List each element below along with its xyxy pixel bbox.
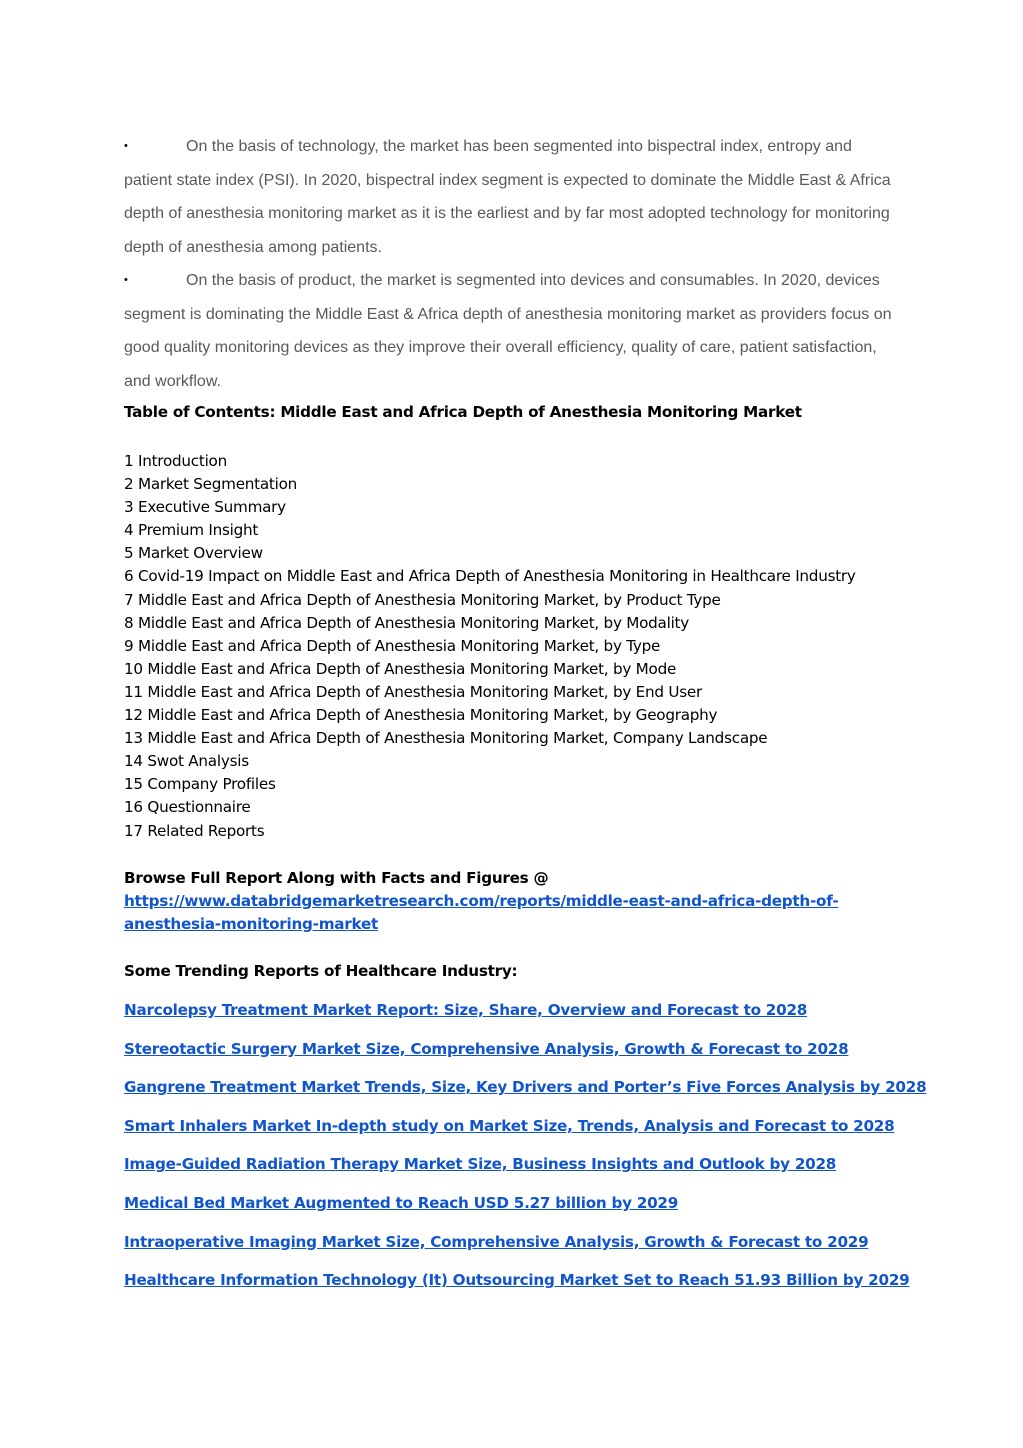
trending-report-link[interactable]: Healthcare Information Technology (It) Outsourcing Market Set to Reach 51.93 Billion by 2029: [124, 1271, 910, 1290]
bullet-dot-icon: •: [124, 140, 128, 152]
toc-item: 5 Market Overview: [124, 544, 263, 563]
trending-report-link[interactable]: Gangrene Treatment Market Trends, Size, Key Drivers and Porter’s Five Forces Analysis by 2028: [124, 1078, 927, 1097]
toc-item: 10 Middle East and Africa Depth of Anesthesia Monitoring Market, by Mode: [124, 659, 677, 678]
trending-report-link[interactable]: Intraoperative Imaging Market Size, Comprehensive Analysis, Growth & Forecast to 2029: [124, 1232, 869, 1251]
toc-item: 6 Covid-19 Impact on Middle East and Africa Depth of Anesthesia Monitoring in Healthcare Industry: [124, 567, 856, 586]
bullet-first-line: On the basis of product, the market is segmented into devices and consumables. In: [186, 272, 777, 289]
trending-report-item: [124, 1192, 926, 1231]
toc-item: 14 Swot Analysis: [124, 752, 249, 771]
toc-item: 1 Introduction: [124, 452, 227, 470]
toc-item: 3 Executive Summary: [124, 498, 286, 517]
trending-report-link[interactable]: Narcolepsy Treatment Market Report: Size, Share, Overview and Forecast to 2028: [124, 1001, 808, 1019]
browse-label: Browse Full Report Along with Facts and Figures @: [124, 869, 549, 887]
toc-item: 16 Questionnaire: [124, 798, 251, 817]
report-url-line-2: anesthesia-monitoring-market: [124, 915, 379, 934]
toc-item: 17 Related Reports: [124, 821, 265, 840]
toc-item: 12 Middle East and Africa Depth of Anesthesia Monitoring Market, by Geography: [124, 706, 718, 725]
report-url-link[interactable]: [124, 892, 838, 933]
bullet-section: [124, 130, 904, 398]
trending-report-item: [124, 1269, 926, 1308]
trending-report-item: [124, 1231, 926, 1270]
bullet-paragraph-product: [124, 264, 904, 398]
bullet-rest-text: 2020, devices segment is dominating the Middle East & Africa depth of anesthesia monitoring market as providers focus on good quality monitoring devices as they improve their overall efficiency, quality of care, patient satisfaction, and workflow.: [124, 272, 892, 390]
toc-item: 2 Market Segmentation: [124, 475, 298, 494]
toc-heading: Table of Contents: Middle East and Africa Depth of Anesthesia Monitoring Market: [124, 403, 802, 421]
trending-report-link[interactable]: Stereotactic Surgery Market Size, Comprehensive Analysis, Growth & Forecast to 2028: [124, 1039, 849, 1058]
trending-report-item: [124, 1076, 926, 1115]
bullet-paragraph-technology: [124, 130, 904, 264]
report-url-line-1: https://www.databridgemarketresearch.com/reports/middle-east-and-africa-depth-of-: [124, 892, 839, 911]
trending-links-list: [124, 999, 926, 1308]
trending-report-link[interactable]: Image-Guided Radiation Therapy Market Size, Business Insights and Outlook by 2028: [124, 1155, 837, 1174]
toc-list: [124, 450, 856, 843]
bullet-rest-text: entropy and patient state index (PSI). In 2020, bispectral index segment is expected to dominate the Middle East & Africa depth of anesthesia monitoring market as it is the earliest and by far most adopted technology for monitoring depth of anesthesia among patients.: [124, 138, 891, 256]
trending-report-item: [124, 1038, 926, 1077]
toc-item: 13 Middle East and Africa Depth of Anesthesia Monitoring Market, Company Landscape: [124, 729, 768, 748]
trending-report-item: [124, 999, 926, 1038]
trending-heading: Some Trending Reports of Healthcare Industry:: [124, 962, 518, 980]
toc-item: 8 Middle East and Africa Depth of Anesthesia Monitoring Market, by Modality: [124, 613, 689, 632]
trending-report-item: [124, 1115, 926, 1154]
toc-item: 15 Company Profiles: [124, 775, 276, 794]
bullet-first-line: On the basis of technology, the market has been segmented into bispectral index,: [186, 138, 763, 155]
browse-full-report: [124, 867, 904, 936]
toc-item: 9 Middle East and Africa Depth of Anesthesia Monitoring Market, by Type: [124, 636, 661, 655]
toc-item: 7 Middle East and Africa Depth of Anesthesia Monitoring Market, by Product Type: [124, 590, 721, 609]
trending-report-link[interactable]: Medical Bed Market Augmented to Reach USD 5.27 billion by 2029: [124, 1193, 679, 1212]
bullet-dot-icon: •: [124, 274, 128, 286]
trending-report-link[interactable]: Smart Inhalers Market In-depth study on Market Size, Trends, Analysis and Forecast to 2028: [124, 1116, 895, 1135]
toc-item: 11 Middle East and Africa Depth of Anesthesia Monitoring Market, by End User: [124, 682, 702, 701]
toc-item: 4 Premium Insight: [124, 521, 259, 540]
trending-report-item: [124, 1153, 926, 1192]
